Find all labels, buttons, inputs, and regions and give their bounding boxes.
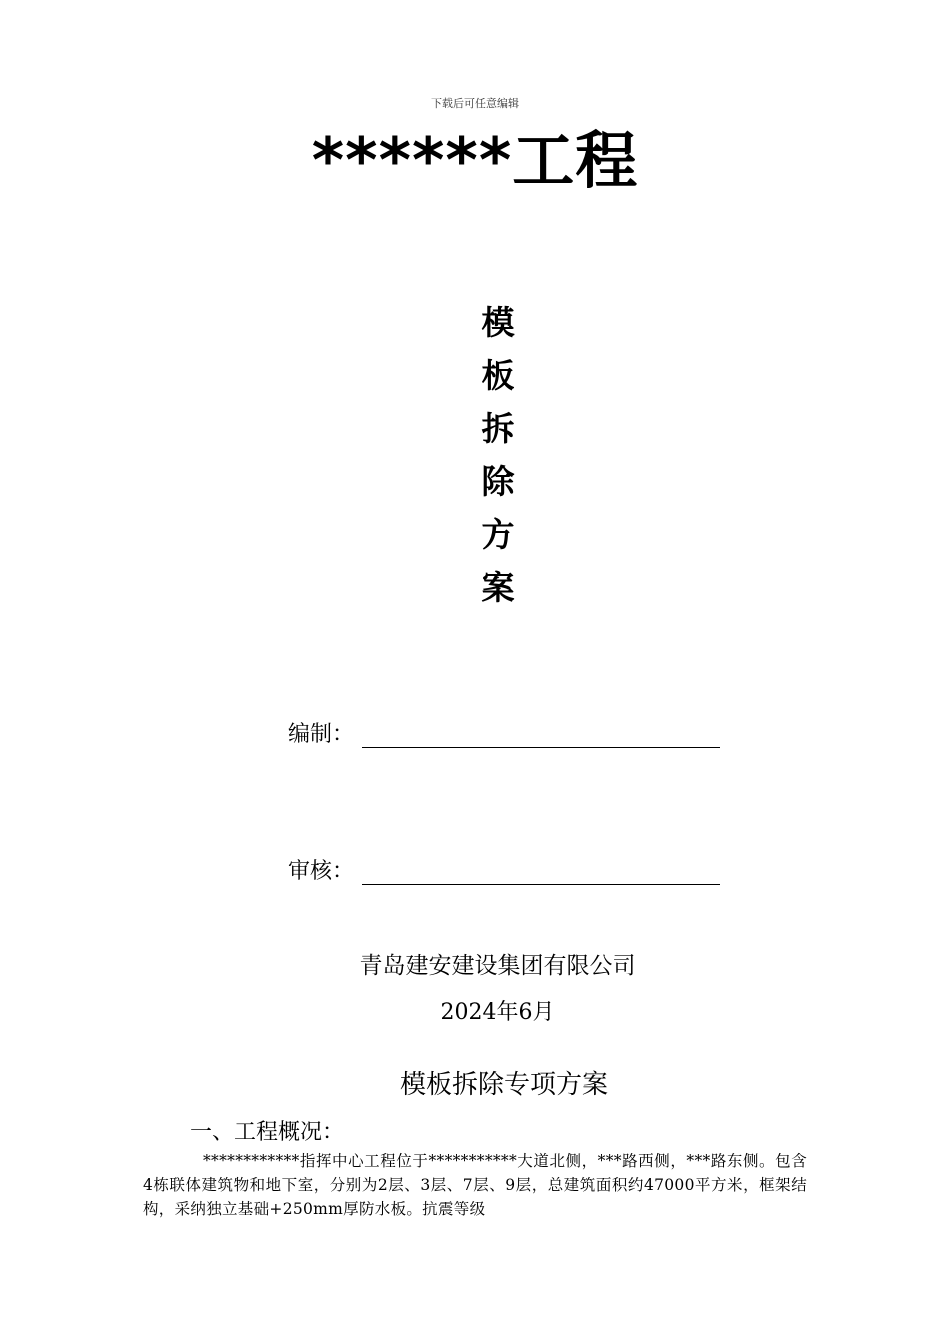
vertical-title-char: 除 bbox=[481, 462, 515, 501]
reviewer-signature-line bbox=[362, 884, 720, 885]
main-title: ******工程 bbox=[311, 124, 639, 197]
compiler-signature-row bbox=[288, 718, 728, 752]
vertical-title-char: 模 bbox=[481, 303, 515, 342]
section-title: 模板拆除专项方案 bbox=[399, 1070, 608, 1100]
vertical-title-char: 案 bbox=[481, 568, 515, 607]
reviewer-label: 审核： bbox=[288, 859, 355, 884]
section-heading: 一、工程概况： bbox=[190, 1120, 345, 1145]
vertical-title-char: 板 bbox=[481, 356, 515, 395]
vertical-title bbox=[465, 296, 531, 614]
vertical-title-char: 拆 bbox=[481, 409, 515, 448]
compiler-signature-line bbox=[362, 747, 720, 748]
company-name: 青岛建安建设集团有限公司 bbox=[359, 953, 636, 979]
header-note: 下载后可任意编辑 bbox=[431, 97, 519, 110]
compiler-label: 编制： bbox=[288, 722, 355, 747]
section-body-paragraph: ************指挥中心工程位于***********大道北侧，***路西侧，***路东侧。包含4栋联体建筑物和地下室，分别为2层、3层、7层、9层，总建筑面积约47000平方米，框架结构，采纳独立基础+250mm厚防水板。抗震等级 bbox=[143, 1152, 807, 1218]
document-date: 2024年6月 bbox=[440, 1000, 555, 1025]
vertical-title-char: 方 bbox=[481, 515, 515, 554]
reviewer-signature-row bbox=[288, 855, 728, 889]
